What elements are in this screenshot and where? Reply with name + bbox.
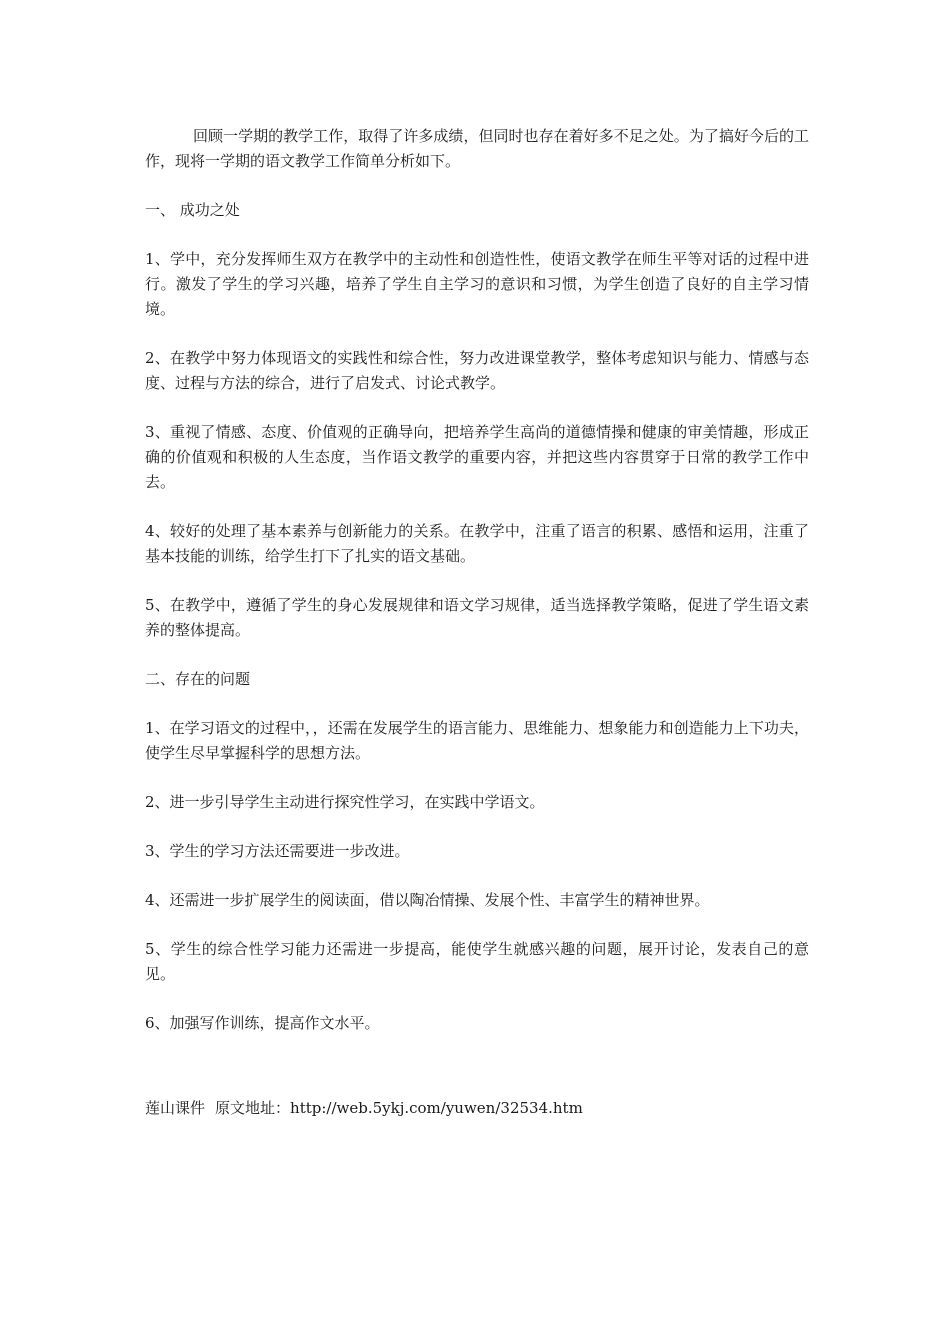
success-item-4: 4、较好的处理了基本素养与创新能力的关系。在教学中，注重了语言的积累、感悟和运用，注重了基本技能的训练，给学生打下了扎实的语文基础。 xyxy=(145,522,809,565)
source-footer xyxy=(145,1096,583,1121)
problem-item-1: 1、在学习语文的过程中，，还需在发展学生的语言能力、思维能力、想象能力和创造能力上下功夫，使学生尽早掌握科学的思想方法。 xyxy=(145,719,809,762)
footer-source-label: 原文地址： xyxy=(215,1099,291,1117)
problem-item-3: 3、学生的学习方法还需要进一步改进。 xyxy=(145,842,410,860)
success-item-5: 5、在教学中，遵循了学生的身心发展规律和语文学习规律，适当选择教学策略，促进了学生语文素养的整体提高。 xyxy=(145,596,809,639)
intro-paragraph: 回顾一学期的教学工作，取得了许多成绩，但同时也存在着好多不足之处。为了搞好今后的工作，现将一学期的语文教学工作简单分析如下。 xyxy=(145,127,809,170)
problem-item-6: 6、加强写作训练，提高作文水平。 xyxy=(145,1014,380,1032)
section-heading-problems: 二、存在的问题 xyxy=(145,670,251,688)
success-item-1: 1、学中，充分发挥师生双方在教学中的主动性和创造性性，使语文教学在师生平等对话的过程中进行。激发了学生的学习兴趣，培养了学生自主学习的意识和习惯，为学生创造了良好的自主学习情境。 xyxy=(145,250,809,318)
success-item-2: 2、在教学中努力体现语文的实践性和综合性，努力改进课堂教学，整体考虑知识与能力、情感与态度、过程与方法的综合，进行了启发式、讨论式教学。 xyxy=(145,349,809,392)
problem-item-4: 4、还需进一步扩展学生的阅读面，借以陶冶情操、发展个性、丰富学生的精神世界。 xyxy=(145,891,710,909)
footer-source-url[interactable]: http://web.5ykj.com/yuwen/32534.htm xyxy=(290,1099,583,1117)
problem-item-2: 2、进一步引导学生主动进行探究性学习，在实践中学语文。 xyxy=(145,793,545,811)
footer-site-name: 莲山课件 xyxy=(145,1099,206,1117)
section-heading-successes: 一、 成功之处 xyxy=(145,201,240,219)
problem-item-5: 5、学生的综合性学习能力还需进一步提高，能使学生就感兴趣的问题，展开讨论，发表自己的意见。 xyxy=(145,940,809,983)
success-item-3: 3、重视了情感、态度、价值观的正确导向，把培养学生高尚的道德情操和健康的审美情趣，形成正确的价值观和积极的人生态度，当作语文教学的重要内容，并把这些内容贯穿于日常的教学工作中去。 xyxy=(145,423,809,491)
document-body xyxy=(145,124,809,1060)
